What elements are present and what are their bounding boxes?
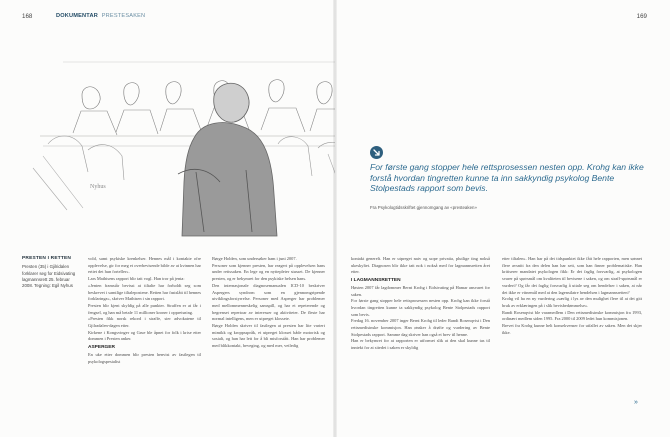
caption-text: Presten (35) i Gjilridalen forklarer seg for Eidsivating lagmannsrett 25. februar 2008. Tegning: Egil Nyhus — [22, 264, 76, 289]
paragraph: For første gang stopper hele rettsprosessen nesten opp. Krohg kan ikke forstå hvordan tingretten kunne ta sakkyndig psykolog Bente Stolpestads rapport som bevis. — [351, 298, 490, 317]
arrow-down-right-icon — [370, 146, 383, 159]
paragraph: Brevet fra Krohg kunne helt konsekvenser for utfallet av saken. Men det skjer ikke. — [502, 323, 642, 335]
paragraph: «Presten fikk norsk rekord i straffe, sier advokatene til Gjilradalen-dagen etter. — [88, 316, 201, 329]
end-mark-icon: » — [634, 399, 638, 406]
paragraph: «Jenten framstår bevisst at tiltalte har forholdt seg som beskrevet i samtlige tiltalepostene. Retten har fastslått til hennes forklaringa», skriver Mathisen i sin rapport. — [88, 282, 201, 302]
paragraph: Børge Holden, som undersøker ham i juni 2007. — [212, 256, 297, 261]
sketch-signature: Nyhus — [90, 184, 106, 190]
image-caption — [22, 256, 78, 289]
paragraph: vold, samt psykiske krenkelser. Hennes mål i kontakte ofre opplevelse, gir for meg et overbevisende bilde av at kvinnen har ertiet det hun forteller». — [88, 256, 201, 275]
paragraph: Børge Holden skriver til fastlegen at presten har lite variert mimikk og kroppsspråk, et utpreget klosset både motorisk og sosialt, og han har lett for å bli misforstått. Han har problemer med blikkontakt, beveging, og med mer, veiledig — [212, 323, 325, 349]
subsection-label: PRESTESAKEN — [101, 13, 146, 19]
article-column-2 — [212, 256, 325, 350]
caption-title: PRESTEN I RETTEN — [22, 256, 72, 261]
running-head — [56, 13, 145, 19]
paragraph: Han er bekymret for at rapporten er utformet slik at den skal kunne tas til inntekt for at sitedet i saken er skyldig — [351, 338, 490, 351]
paragraph: Kirkene i Kongsvinger og Grue ble åpnet for folk i krise etter dommen i Presten anker. — [88, 329, 201, 342]
paragraph: Fredag 16. november 2007 inger Bernt Krohg til leder Randi Rosenqvist i Den rettsmedisinske kommisjon. Han ønsker å drøfte og vurdering av Bente Stolpestads rapport. Samme dag skriver han også et brev til henne. — [351, 318, 490, 337]
pull-quote-source: Fra Psykologtidsskriftet gjennomgang av «presteaken» — [370, 205, 477, 210]
article-column-3 — [351, 256, 490, 352]
paragraph: Den internasjonale diagnosemanualen ICD-10 beskriver Aspergers syndrom som en gjennomgripende utviklingsforstyrrelse. Personer med Asperger har problemer med mellommenneskelig samspill, og har et repeterende og begrenset repertoar av interesser og aktiviteter. De fleste har normal intelligens, men er utpreget klossete. — [212, 282, 325, 322]
subheading: I LAGMANNSRETTEN — [351, 278, 401, 284]
page-number-left: 168 — [22, 13, 33, 20]
paragraph: En uke etter dommen blir presten henvist av fastlegen til psykologspesialist — [88, 351, 201, 364]
paragraph: Randi Rosenqvist ble varamedlem i Den rettsmedisinske kommisjon fra 1993, ordinært medlem siden 1995. Fra 2000 til 2009 ledet hun kommisjonen. — [502, 309, 642, 322]
article-column-4 — [502, 256, 642, 336]
pull-quote: For første gang stopper hele rettsprosessen nesten opp. Krohg kan ikke forstå hvordan tingretten kunne ta inn sakkyndig psykolog Bente Stolpestads rapport som bevis. — [370, 162, 644, 194]
paragraph: etter tiltalen». Han har på det tidspunktet ikke fått hele rapporten, men sønnet flere avsnitt fra den delen han har sett, som han finner problematiske. Han kritiserer mandatet psykologen fikk: Er det faglig forsvarlig, at psykologen svarer på spørsmål om kvaliteten til bevisene i saken, og om straff-spørsmål er vurdert? Og får det faglig forsvarlig å uttale seg om hendelser i saken, at når det ikke er vitnemål med at den lagenstlatre hendelsen i lagmannsretten? — [502, 256, 642, 295]
paragraph: Høsten 2007 får lagdommer Bernt Krohg i Eidsivating på Hamar ansvaret for saken. — [351, 284, 490, 297]
subheading: ASPERGER — [88, 345, 115, 351]
gutter-shadow — [333, 0, 337, 437]
paragraph: Lars Mathisens rapport blir tatt vogl. Han tror på jenta: — [88, 276, 185, 282]
paragraph: Presten blir kjent skyldig på alle punkter. Straffen er at får i fengsel, og han må betale 11 millioner kroner i oppreisning. — [88, 302, 201, 315]
paragraph: kontakt generelt. Han er utpreget naiv og uope privatia, plutlige ting nokså ukeskyltet. Diagnosen blir ikke tatt nok i nokså med for lagmannsretten året etter. — [351, 256, 490, 275]
paragraph: Krohg vil ha en ny vurdering «særlig i lys av den mulighet flere til at det gitt bruk av erklæringen på i slik bevisbedømmelse». — [502, 296, 642, 308]
section-label: DOKUMENTAR — [56, 13, 98, 19]
paragraph: Personer som kjenner presten, har reagert på opplevelsen hans under rettssaken. En lege og en nyttepleier stusset. De kjenner presten, og er bekymret for den psykiske helsen hans. — [212, 262, 325, 282]
right-page — [335, 0, 670, 437]
article-column-1 — [88, 256, 201, 365]
page-number-right: 169 — [636, 13, 647, 20]
arrow-down-right-glyph — [370, 146, 383, 159]
